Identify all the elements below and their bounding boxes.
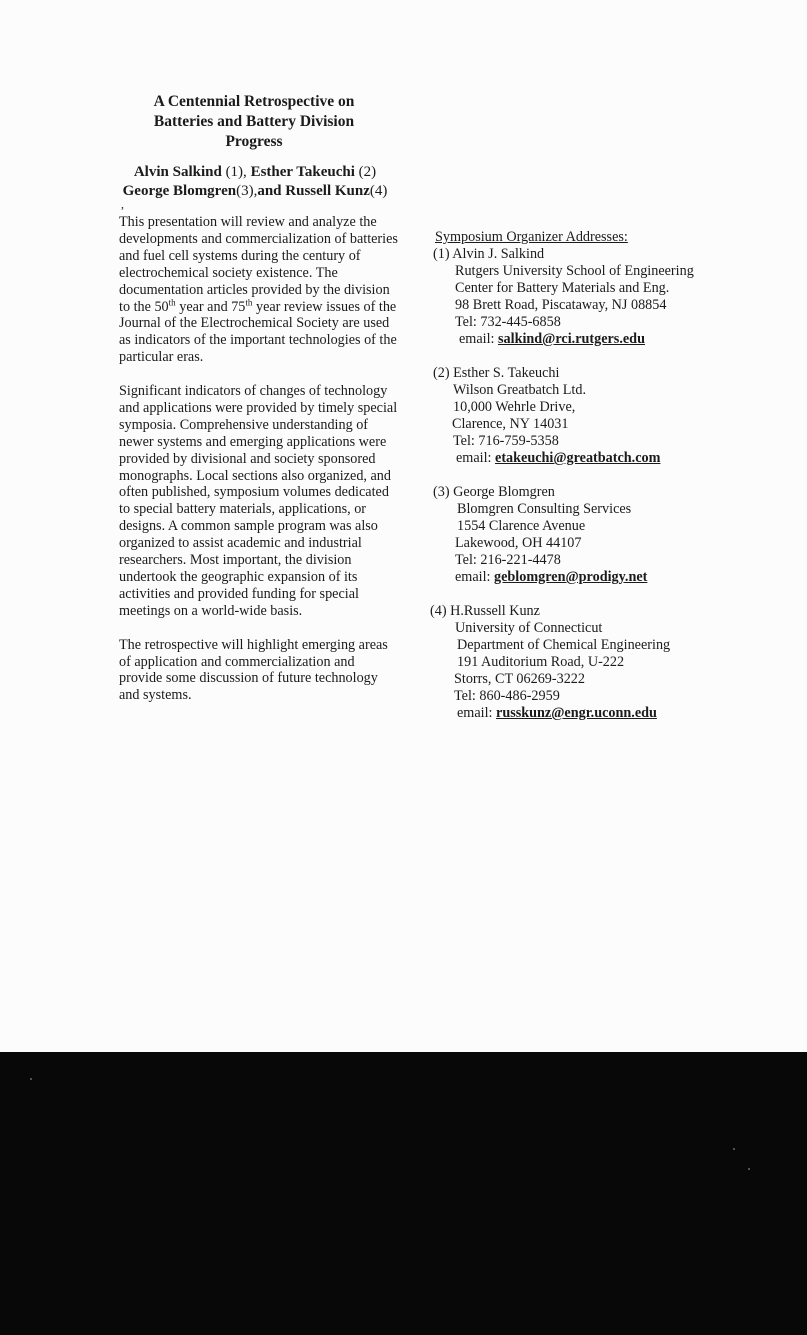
scan-background-area xyxy=(0,1052,807,1335)
ordinal-suffix: th xyxy=(168,296,176,307)
address-line: Blomgren Consulting Services xyxy=(457,501,632,517)
email-label: email: xyxy=(459,331,499,347)
title-line: Batteries and Battery Division xyxy=(153,113,355,130)
author-name: George Blomgren xyxy=(122,183,237,199)
addresses-heading: Symposium Organizer Addresses: xyxy=(435,229,628,245)
email-label: email: xyxy=(455,569,495,585)
address-line: Lakewood, OH 44107 xyxy=(455,535,582,551)
email-line xyxy=(433,569,733,586)
address-block-2 xyxy=(433,365,733,467)
document-title xyxy=(118,92,390,152)
author-conjunction: and xyxy=(257,183,286,199)
author-ref: (1), xyxy=(221,164,251,180)
email-label: email: xyxy=(456,450,496,466)
address-line: Department of Chemical Engineering xyxy=(457,637,671,653)
abstract-text: year review issues of the Journal of the Electrochemical Society are used as indicators of the important technologies of the particular eras. xyxy=(119,298,397,366)
author-name: Alvin Salkind xyxy=(133,164,222,180)
address-block-3 xyxy=(433,484,733,586)
title-line: Progress xyxy=(225,133,283,150)
phone-line: Tel: 716-759-5358 xyxy=(453,433,559,449)
abstract-text: This presentation will review and analyze the developments and commercialization of batteries and fuel cell systems during the century of electrochemical society existence. The documentation articles provided by the division to the 50 xyxy=(119,214,398,315)
ordinal-suffix: th xyxy=(245,296,253,307)
organizer-name: (1) Alvin J. Salkind xyxy=(433,246,545,262)
email-line xyxy=(433,331,733,348)
address-line: University of Connecticut xyxy=(455,620,603,636)
address-line: Wilson Greatbatch Ltd. xyxy=(453,382,586,398)
phone-line: Tel: 860-486-2959 xyxy=(454,688,560,704)
phone-line: Tel: 216-221-4478 xyxy=(455,552,561,568)
phone-line: Tel: 732-445-6858 xyxy=(455,314,561,330)
scan-speck xyxy=(733,1148,735,1150)
abstract-body xyxy=(119,214,399,721)
address-block-1 xyxy=(433,246,733,348)
address-line: 1554 Clarence Avenue xyxy=(457,518,586,534)
abstract-paragraph-3: The retrospective will highlight emerging areas of application and commercialization and provide some discussion of future technology and systems. xyxy=(119,636,388,704)
author-line-1 xyxy=(100,163,410,182)
address-block-4 xyxy=(430,603,733,722)
email-line xyxy=(433,450,733,467)
organizer-name: (4) H.Russell Kunz xyxy=(430,603,540,619)
abstract-paragraph-1 xyxy=(119,214,399,366)
address-line: Rutgers University School of Engineering xyxy=(455,263,694,279)
address-line: Clarence, NY 14031 xyxy=(452,416,569,432)
author-ref: (3), xyxy=(236,183,258,199)
author-name: Russell Kunz xyxy=(285,183,370,199)
address-line: Center for Battery Materials and Eng. xyxy=(455,280,670,296)
organizer-name: (3) George Blomgren xyxy=(433,484,555,500)
email-line xyxy=(433,705,733,722)
author-list xyxy=(100,163,410,201)
scan-speck xyxy=(30,1078,32,1080)
author-ref: (4) xyxy=(369,183,388,199)
address-line: 10,000 Wehrle Drive, xyxy=(453,399,576,415)
title-line: A Centennial Retrospective on xyxy=(153,93,355,110)
abstract-text: year and 75 xyxy=(175,298,246,315)
email-link[interactable]: russkunz@engr.uconn.edu xyxy=(496,705,657,721)
author-ref: (2) xyxy=(354,164,377,180)
email-link[interactable]: etakeuchi@greatbatch.com xyxy=(495,450,661,466)
organizer-name: (2) Esther S. Takeuchi xyxy=(433,365,560,381)
abstract-paragraph-2: Significant indicators of changes of technology and applications were provided by timely special symposia. Comprehensive understanding of newer systems and emerging applications were provided by divisional and society sponsored monographs. Local sections also organized, and often published, symposium volumes dedicated to special battery materials, applications, or designs. A common sample program was also organized to assist academic and industrial researchers. Most important, the division undertook the geographic expansion of its activities and provided funding for special meetings on a world-wide basis. xyxy=(119,383,398,619)
address-line: 98 Brett Road, Piscataway, NJ 08854 xyxy=(455,297,667,313)
scan-speck xyxy=(748,1168,750,1170)
stray-comma: , xyxy=(121,197,124,211)
email-label: email: xyxy=(457,705,497,721)
email-link[interactable]: geblomgren@prodigy.net xyxy=(494,569,648,585)
address-line: 191 Auditorium Road, U-222 xyxy=(457,654,625,670)
author-name: Esther Takeuchi xyxy=(250,164,355,180)
address-line: Storrs, CT 06269-3222 xyxy=(454,671,585,687)
email-link[interactable]: salkind@rci.rutgers.edu xyxy=(498,331,645,347)
author-line-2 xyxy=(100,182,410,201)
organizer-addresses xyxy=(430,229,733,739)
